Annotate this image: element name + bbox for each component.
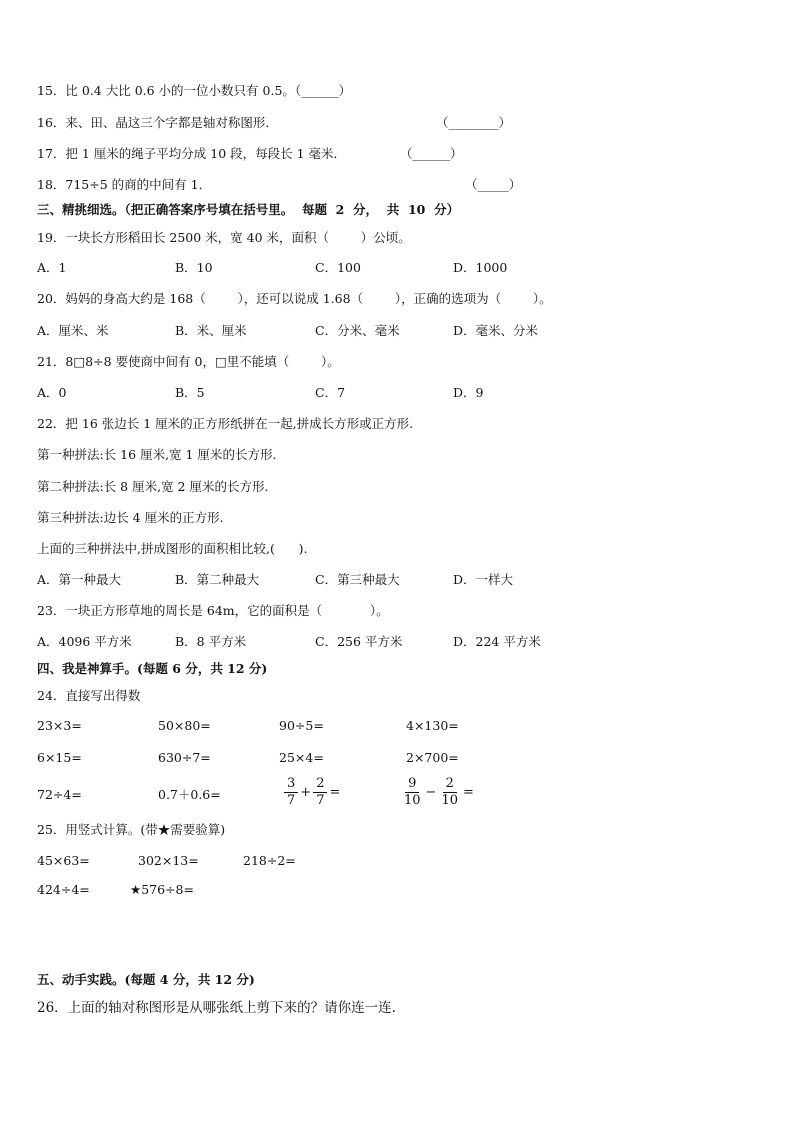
plus-sign: +	[300, 784, 312, 800]
question-19: 19．一块长方形稻田长 2500 米，宽 40 米，面积（ ）公顷。	[37, 230, 411, 245]
q22-method-3: 第三种拼法:边长 4 厘米的正方形.	[37, 510, 224, 525]
q23-option-c: C．256 平方米	[315, 634, 403, 649]
question-24: 24．直接写出得数	[37, 688, 141, 703]
question-25: 25．用竖式计算。(带★需要验算)	[37, 822, 226, 837]
q20-option-c: C．分米、毫米	[315, 323, 400, 338]
numerator: 3	[284, 776, 298, 793]
numerator: 9	[405, 776, 419, 793]
question-16: 16．来、田、晶这三个字都是轴对称图形．	[37, 115, 278, 130]
q23-option-d: D．224 平方米	[453, 634, 541, 649]
q24-item: 4×130=	[406, 718, 459, 733]
fraction-addition	[283, 776, 341, 809]
question-21: 21．8□8÷8 要使商中间有 0，□里不能填（ ）。	[37, 354, 340, 369]
question-22: 22．把 16 张边长 1 厘米的正方形纸拼在一起,拼成长方形或正方形.	[37, 416, 414, 431]
q22-method-1: 第一种拼法:长 16 厘米,宽 1 厘米的长方形.	[37, 447, 277, 462]
q23-option-a: A．4096 平方米	[37, 634, 132, 649]
denominator: 10	[404, 793, 421, 808]
fraction	[401, 776, 424, 809]
q22-method-2: 第二种拼法:长 8 厘米,宽 2 厘米的长方形.	[37, 479, 269, 494]
q20-option-a: A．厘米、米	[37, 323, 109, 338]
equals-sign: =	[329, 784, 341, 800]
q24-item: 50×80=	[158, 718, 211, 733]
q19-option-c: C．100	[315, 260, 361, 275]
denominator: 7	[316, 793, 325, 808]
q24-item: 630÷7=	[158, 750, 211, 765]
q24-item: 0.7＋0.6=	[158, 787, 221, 802]
question-15: 15．比 0.4 大比 0.6 小的一位小数只有 0.5。（______）	[37, 83, 352, 98]
q24-item: 25×4=	[279, 750, 324, 765]
denominator: 7	[287, 793, 296, 808]
section-5-heading: 五、动手实践。(每题 4 分，共 12 分)	[37, 972, 255, 987]
q25-item: 302×13=	[138, 853, 199, 868]
q19-option-a: A．1	[37, 260, 67, 275]
fraction	[313, 776, 327, 809]
numerator: 2	[313, 776, 327, 793]
q21-option-d: D．9	[453, 385, 484, 400]
q25-item: ★576÷8=	[130, 882, 194, 897]
q22-option-a: A．第一种最大	[37, 572, 122, 587]
question-18: 18．715÷5 的商的中间有 1．	[37, 177, 212, 192]
q25-item: 45×63=	[37, 853, 90, 868]
minus-sign: −	[425, 784, 437, 800]
q24-item: 23×3=	[37, 718, 82, 733]
question-23: 23．一块正方形草地的周长是 64m，它的面积是（ ）。	[37, 603, 389, 618]
fraction	[284, 776, 298, 809]
q19-option-b: B．10	[175, 260, 213, 275]
q22-comparison: 上面的三种拼法中,拼成图形的面积相比较,( ).	[37, 541, 308, 556]
fraction-subtraction	[400, 776, 475, 809]
question-26: 26．上面的轴对称图形是从哪张纸上剪下来的？请你连一连.	[37, 1000, 396, 1016]
q20-option-d: D．毫米、分米	[453, 323, 539, 338]
q24-item: 2×700=	[406, 750, 459, 765]
q21-option-a: A．0	[37, 385, 67, 400]
question-17-answer-blank: （______）	[400, 146, 463, 161]
q21-option-b: B．5	[175, 385, 205, 400]
q23-option-b: B．8 平方米	[175, 634, 247, 649]
q24-item: 90÷5=	[279, 718, 324, 733]
fraction	[438, 776, 461, 809]
q25-item: 424÷4=	[37, 882, 90, 897]
question-18-answer-blank: （_____）	[465, 177, 522, 192]
denominator: 10	[441, 793, 458, 808]
q21-option-c: C．7	[315, 385, 346, 400]
q22-option-c: C．第三种最大	[315, 572, 400, 587]
numerator: 2	[443, 776, 457, 793]
question-20: 20．妈妈的身高大约是 168（ ），还可以说成 1.68（ ），正确的选项为（ ）。	[37, 291, 552, 306]
question-17: 17．把 1 厘米的绳子平均分成 10 段，每段长 1 毫米．	[37, 146, 347, 161]
q24-item: 6×15=	[37, 750, 82, 765]
section-3-heading: 三、精挑细选。（把正确答案序号填在括号里。 每题 2 分， 共 10 分）	[37, 202, 460, 217]
q19-option-d: D．1000	[453, 260, 508, 275]
section-4-heading: 四、我是神算手。(每题 6 分，共 12 分)	[37, 661, 268, 676]
q25-item: 218÷2=	[243, 853, 296, 868]
q22-option-d: D．一样大	[453, 572, 514, 587]
q20-option-b: B．米、厘米	[175, 323, 247, 338]
question-16-answer-blank: （________）	[436, 115, 512, 130]
q24-item: 72÷4=	[37, 787, 82, 802]
q22-option-b: B．第二种最大	[175, 572, 260, 587]
equals-sign: =	[463, 784, 474, 800]
